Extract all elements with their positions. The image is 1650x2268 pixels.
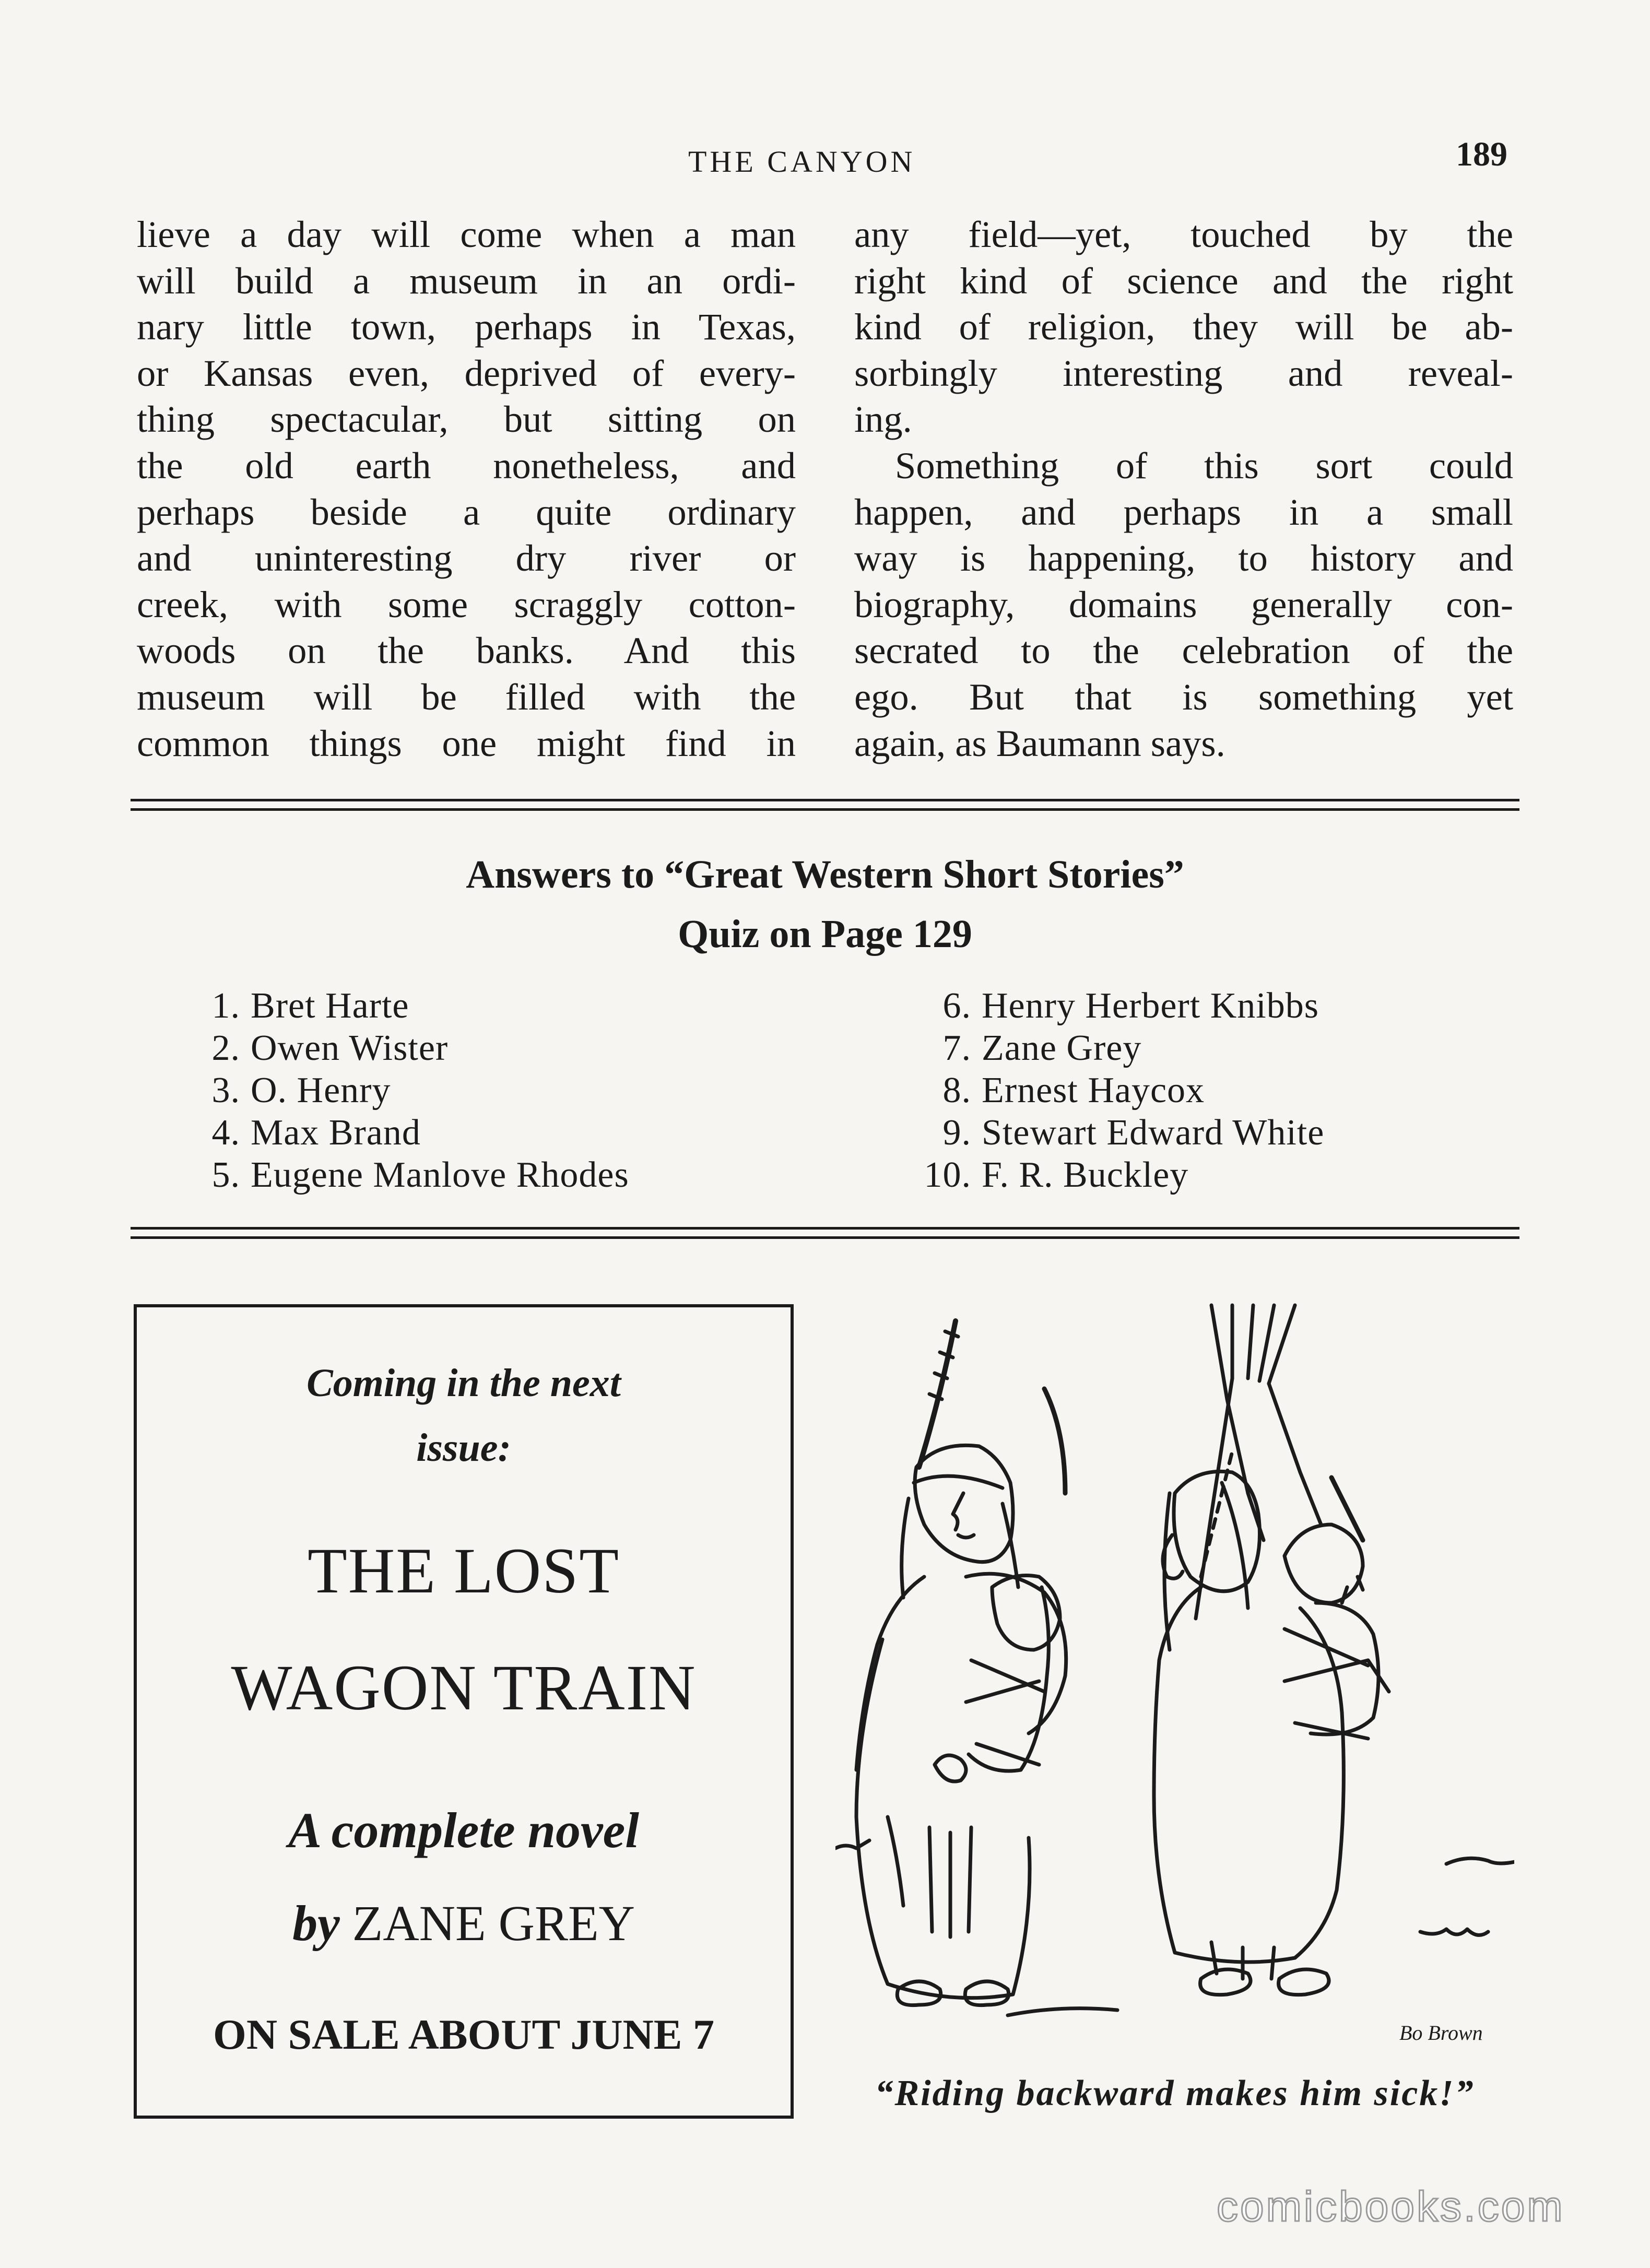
divider-rule — [131, 1227, 1519, 1230]
article-line: sorbingly interesting and reveal- — [854, 351, 1513, 394]
answers-subheading: Quiz on Page 129 — [678, 912, 972, 956]
ad-sale-line: ON SALE ABOUT JUNE 7 — [213, 2011, 714, 2058]
article-line: perhaps beside a quite ordinary — [137, 490, 796, 533]
ad-author-line: by ZANE GREY — [292, 1895, 635, 1951]
list-item: 9. Stewart Edward White — [942, 1113, 1325, 1153]
article-line: nary little town, perhaps in Texas, — [137, 305, 796, 348]
ad-novel-line: A complete novel — [288, 1802, 639, 1858]
article-line: museum will be filled with the — [137, 675, 796, 718]
article-line: thing spectacular, but sitting on — [137, 398, 796, 441]
watermark: comicbooks.com — [1217, 2183, 1565, 2230]
next-issue-ad — [134, 1304, 794, 2119]
list-item: 2. Owen Wister — [211, 1028, 449, 1068]
article-line: ego. But that is something yet — [854, 675, 1513, 718]
ad-title: THE LOST — [307, 1535, 620, 1607]
cartoon-signature: Bo Brown — [1399, 2021, 1483, 2045]
cartoon-caption: “Riding backward makes him sick!” — [875, 2073, 1475, 2113]
running-title: THE CANYON — [688, 145, 916, 179]
list-item: 7. Zane Grey — [942, 1028, 1142, 1068]
article-line: the old earth nonetheless, and — [137, 444, 796, 487]
cartoon-illustration — [835, 1295, 1514, 2078]
ad-coming-line: issue: — [416, 1426, 511, 1470]
divider-rule — [131, 799, 1519, 801]
answers-heading: Answers to “Great Western Short Stories” — [466, 853, 1184, 896]
list-item: 5. Eugene Manlove Rhodes — [211, 1155, 629, 1195]
ad-coming-line: Coming in the next — [307, 1361, 621, 1405]
article-line: lieve a day will come when a man — [137, 213, 796, 255]
article-line: will build a museum in an ordi- — [137, 259, 796, 302]
answers-list-left — [188, 985, 629, 1196]
article-line: way is happening, to history and — [854, 537, 1513, 580]
article-line: ing. — [854, 398, 912, 441]
divider-rule — [131, 808, 1519, 811]
list-item: 8. Ernest Haycox — [942, 1070, 1205, 1111]
list-item: 4. Max Brand — [211, 1113, 421, 1153]
article-line: woods on the banks. And this — [137, 629, 796, 672]
answers-list-right — [856, 985, 1324, 1196]
article-line: any field—yet, touched by the — [854, 213, 1513, 255]
article-left-column — [137, 211, 796, 766]
page-number: 189 — [1456, 135, 1507, 173]
article-line: right kind of science and the right — [854, 259, 1513, 302]
list-item: 10. F. R. Buckley — [924, 1155, 1189, 1195]
article-right-column — [854, 211, 1513, 766]
article-line: common things one might find in — [137, 722, 796, 764]
article-line: Something of this sort could — [895, 444, 1513, 487]
article-line: secrated to the celebration of the — [854, 629, 1513, 672]
article-line: creek, with some scraggly cotton- — [137, 583, 796, 625]
list-item: 3. O. Henry — [211, 1070, 391, 1111]
article-line: or Kansas even, deprived of every- — [137, 351, 796, 394]
article-line: again, as Baumann says. — [854, 722, 1225, 764]
article-line: kind of religion, they will be ab- — [854, 305, 1513, 348]
article-line: happen, and perhaps in a small — [854, 490, 1513, 533]
ad-title: WAGON TRAIN — [231, 1652, 697, 1723]
divider-rule — [131, 1236, 1519, 1239]
list-item: 6. Henry Herbert Knibbs — [942, 986, 1319, 1026]
article-line: biography, domains generally con- — [854, 583, 1513, 625]
article-line: and uninteresting dry river or — [137, 537, 796, 580]
list-item: 1. Bret Harte — [211, 986, 409, 1026]
